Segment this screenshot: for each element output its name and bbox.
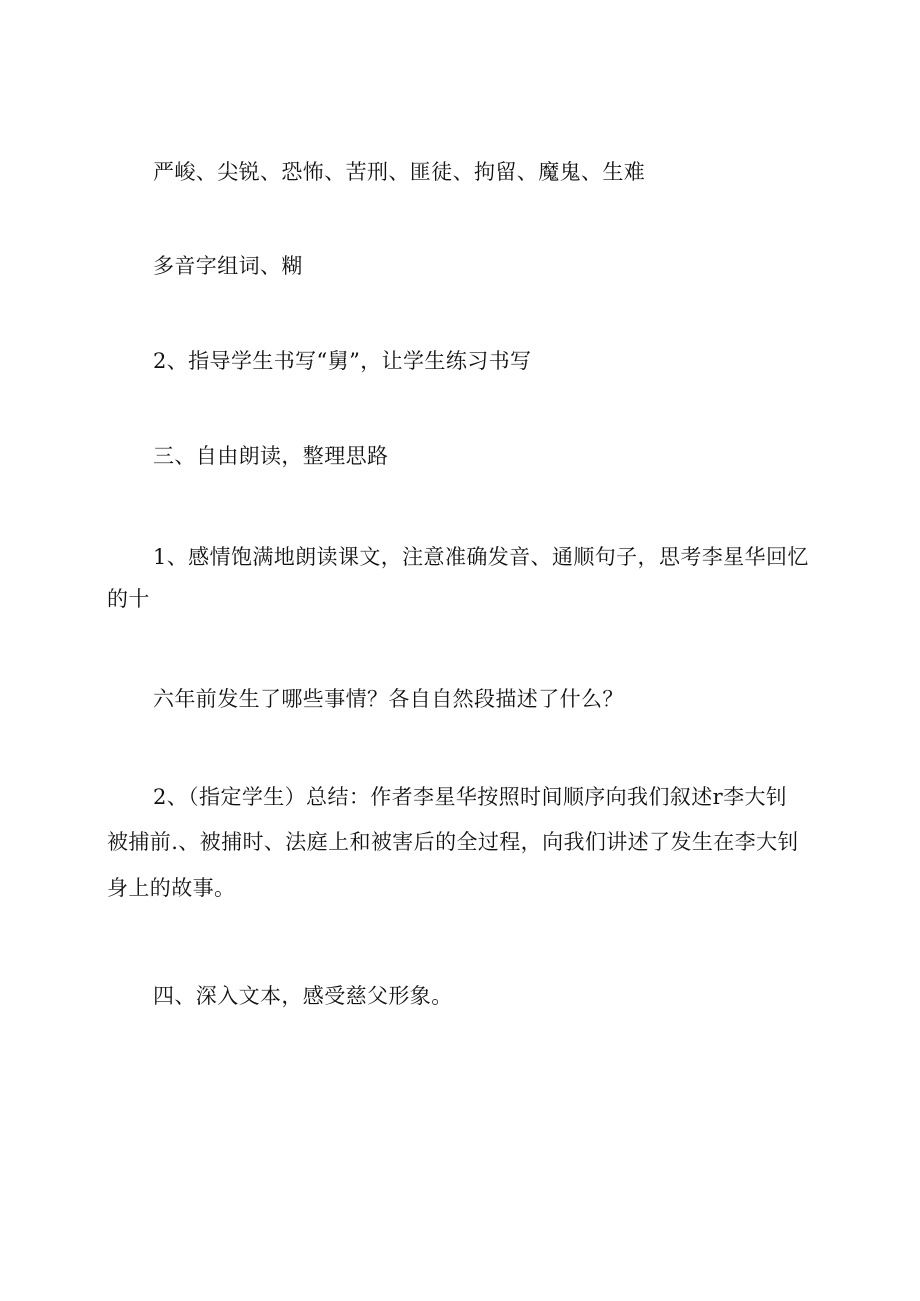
summary-line-3: 身上的故事。 <box>107 876 236 900</box>
reading-question-line: 六年前发生了哪些事情？各自自然段描述了什么？ <box>153 687 624 711</box>
summary-line-2: 被捕前.、被捕时、法庭上和被害后的全过程，向我们讲述了发生在李大钊 <box>107 830 799 854</box>
vocabulary-words-line: 严峻、尖锐、恐怖、苦刑、匪徒、拘留、魔鬼、生难 <box>153 160 646 184</box>
section-heading-4: 四、深入文本，感受慈父形象。 <box>153 984 453 1008</box>
reading-task-line-2: 的十 <box>107 587 150 611</box>
section-heading-3: 三、自由朗读，整理思路 <box>153 444 389 468</box>
summary-line-1: 2、（指定学生）总结：作者李星华按照时间顺序向我们叙述r李大钊 <box>153 785 788 809</box>
writing-guidance-line: 2、指导学生书写“舅”，让学生练习书写 <box>153 349 532 373</box>
reading-task-line-1: 1、感情饱满地朗读课文，注意准确发音、通顺句子，思考李星华回忆 <box>153 545 809 569</box>
polyphonic-word-line: 多音字组词、糊 <box>153 254 303 278</box>
